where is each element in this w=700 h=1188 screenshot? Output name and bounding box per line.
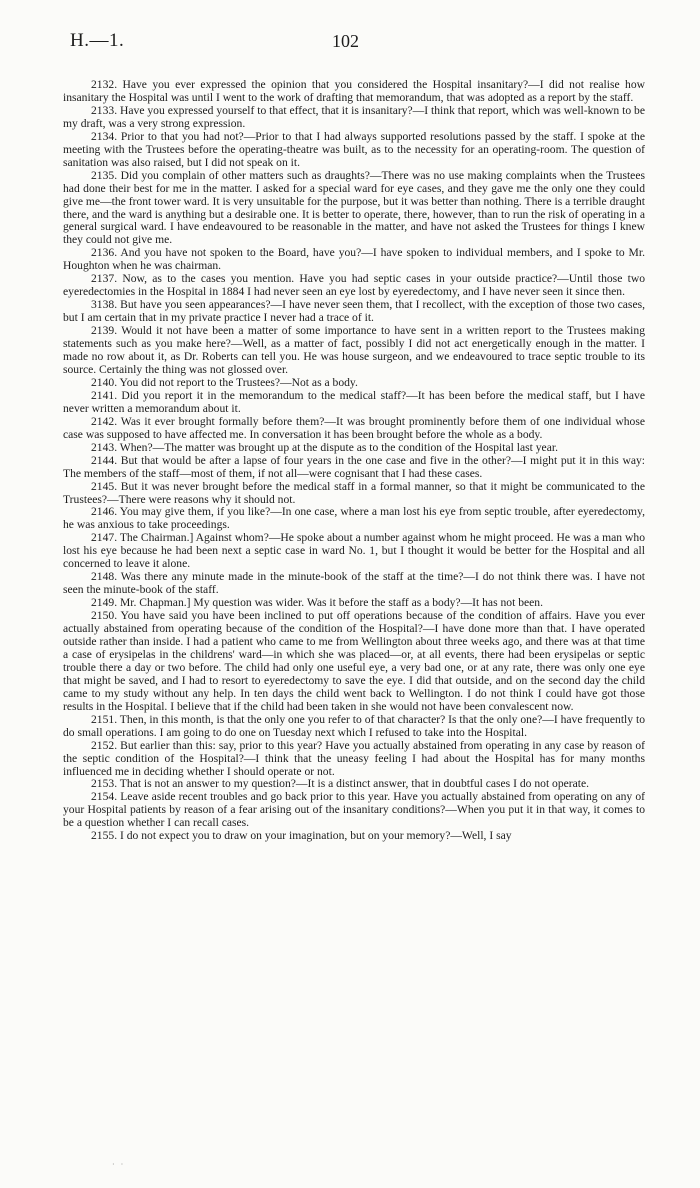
question-2151: 2151. Then, in this month, is that the only one you refer to of that character? Is that the only one?—I have frequently to do small operations. I am going to do one on Tuesday next which I refused to take into the Hospital. xyxy=(63,712,645,739)
question-2140: 2140. You did not report to the Trustees?—Not as a body. xyxy=(91,375,358,389)
scan-speck: · · xyxy=(112,1160,126,1169)
question-2132: 2132. Have you ever expressed the opinion that you considered the Hospital insanitary?—I did not realise how insanitary the Hospital was until I went to the work of drafting that memorandum, that was adopted as a report by the staff. xyxy=(63,78,645,104)
page-header xyxy=(70,30,630,60)
evidence-text xyxy=(63,79,645,843)
question-2134: 2134. Prior to that you had not?—Prior to that I had always supported resolutions passed by the staff. I spoke at the meeting with the Trustees before the operating-theatre was built, as to the necessity for an operating-room. The question of sanitation was also raised, but I did not speak on it. xyxy=(63,129,645,169)
question-2152: 2152. But earlier than this: say, prior to this year? Have you actually abstained from operating in any case by reason of the septic condition of the Hospital?—I think that the uneasy feeling I had about the Hospital has for many months influenced me in deciding whether I should operate or not. xyxy=(63,738,645,778)
page-number: 102 xyxy=(332,31,359,51)
question-2136: 2136. And you have not spoken to the Board, have you?—I have spoken to individual members, and I spoke to Mr. Houghton when he was chairman. xyxy=(63,246,645,273)
question-2135: 2135. Did you complain of other matters such as draughts?—There was no use making complaints when the Trustees had done their best for me in the matter. I asked for a special ward for eye cases, and they gave me the only one they could give me—the front tower ward. It is very unsuitable for the purpose, but it was better than nothing. There is a terrible draught there, and the ward is anything but a desirable one. It is better to operate, there, however, than to run the risk of operating in a general surgical ward. I have endeavoured to be reasonable in the matter, and have not asked the Trustees for things I knew they could not give me. xyxy=(63,168,645,247)
question-2144: 2144. But that would be after a lapse of four years in the one case and five in the other?—I might put it in this way: The members of the staff—most of them, if not all—were cognisant that I had these cases. xyxy=(63,453,645,480)
question-2141: 2141. Did you report it in the memorandum to the medical staff?—It has been before the medical staff, but I have never written a memorandum about it. xyxy=(63,388,645,415)
question-2155: 2155. I do not expect you to draw on your imagination, but on your memory?—Well, I say xyxy=(91,829,512,843)
question-2148: 2148. Was there any minute made in the minute-book of the staff at the time?—I do not think there was. I have not seen the minute-book of the staff. xyxy=(63,570,645,597)
question-2145: 2145. But it was never brought before the medical staff in a formal manner, so that it might be communicated to the Trustees?—There were reasons why it should not. xyxy=(63,479,645,506)
question-2146: 2146. You may give them, if you like?—In one case, where a man lost his eye from septic trouble, after eyeredectomy, he was anxious to take proceedings. xyxy=(63,505,645,532)
question-2139: 2139. Would it not have been a matter of some importance to have sent in a written report to the Trustees making statements such as you make here?—Well, as a matter of fact, possibly I did not act energetically enough in the matter. I made no row about it, as Dr. Roberts can tell you. He was house surgeon, and we endeavoured to trace septic trouble to its source. Certainly the thing was not glossed over. xyxy=(63,324,645,376)
question-2137: 2137. Now, as to the cases you mention. Have you had septic cases in your outside practice?—Until those two eyeredectomies in the Hospital in 1884 I had never seen an eye lost by eyeredectomy, and I have never seen it since then. xyxy=(63,272,645,299)
question-2153: 2153. That is not an answer to my question?—It is a distinct answer, that in doubtful cases I do not operate. xyxy=(91,777,590,791)
question-2150: 2150. You have said you have been inclined to put off operations because of the condition of affairs. Have you ever actually abstained from operating because of the condition of the Hospital?—I have done more than that. I have operated outside rather than inside. I had a patient who came to me from Wellington about three weeks ago, and there was at that time a case of erysipelas in the childrens' ward—in which she was placed—or, at all events, there had been erysipelas or septic trouble there a day or two before. The child had only one useful eye, a very bad one, or at any rate, there was only one eye that might be saved, and I had to resort to eyeredectomy to save the eye. I did that outside, and on the second day the child came to my study without any help. In ten days the child went back to Wellington. I do not think I could have got those results in the Hospital. I believe that if the child had been taken in she would not have been convalescent now. xyxy=(63,609,645,713)
question-2147: 2147. The Chairman.] Against whom?—He spoke about a number against whom he might proceed. He was a man who lost his eye because he had been next a septic case in ward No. 1, but I thought it would be better for the Hospital and all concerned to leave it alone. xyxy=(63,531,645,571)
question-2143: 2143. When?—The matter was brought up at the dispute as to the condition of the Hospital last year. xyxy=(91,440,558,454)
question-2142: 2142. Was it ever brought formally before them?—It was brought prominently before them of one individual whose case was supposed to have affected me. In conversation it has been brought before the whole as a body. xyxy=(63,414,645,441)
question-2138: 3138. But have you seen appearances?—I have never seen them, that I recollect, with the exception of those two cases, but I am certain that in my private practice I never had a trace of it. xyxy=(63,298,645,325)
document-reference: H.—1. xyxy=(70,30,125,51)
question-2133: 2133. Have you expressed yourself to that effect, that it is insanitary?—I think that report, which was well-known to be my draft, was a very strong expression. xyxy=(63,103,645,130)
question-2154: 2154. Leave aside recent troubles and go back prior to this year. Have you actually abstained from operating on any of your Hospital patients by reason of a fear arising out of the insanitary conditions?—When you put it in that way, it comes to be a question whether I can recall cases. xyxy=(63,790,645,830)
question-2149: 2149. Mr. Chapman.] My question was wider. Was it before the staff as a body?—It has not been. xyxy=(91,596,543,610)
